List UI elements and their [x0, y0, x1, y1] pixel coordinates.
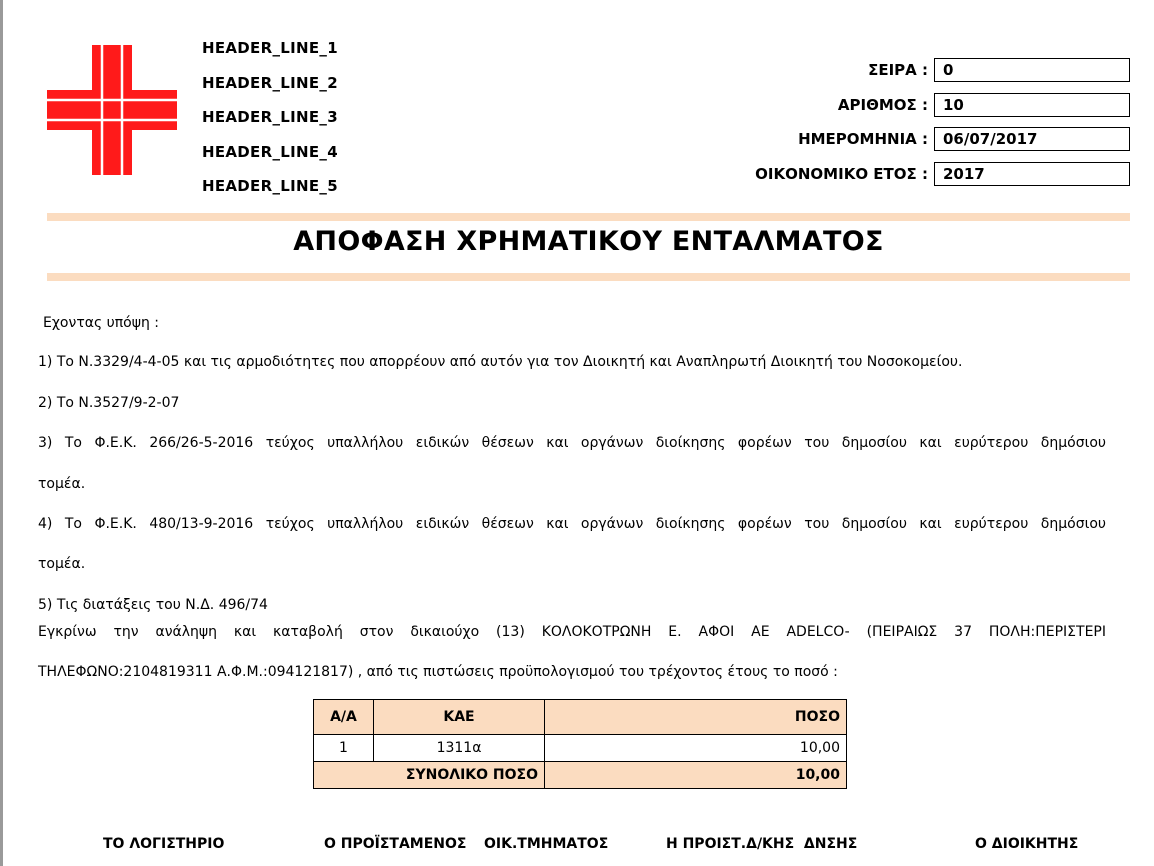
- number-row: [755, 88, 1130, 123]
- document-meta: [755, 53, 1130, 191]
- signature-directorate-head: Η ΠΡΟΙΣΤ.Δ/ΚΗΣ ΔΝΣΗΣ: [666, 836, 858, 852]
- item-5: 5) Τις διατάξεις του Ν.Δ. 496/74: [38, 597, 268, 613]
- header-line: HEADER_LINE_3: [202, 108, 338, 126]
- table-header-row: [314, 700, 847, 735]
- document-title: ΑΠΟΦΑΣΗ ΧΡΗΜΑΤΙΚΟΥ ΕΝΤΑΛΜΑΤΟΣ: [293, 226, 884, 257]
- signature-director: Ο ΔΙΟΙΚΗΤΗΣ: [975, 836, 1079, 852]
- number-label: ΑΡΙΘΜΟΣ :: [837, 95, 928, 114]
- total-value: 10,00: [545, 762, 847, 789]
- item-3-line-1: 3) Το Φ.Ε.Κ. 266/26-5-2016 τεύχος υπαλλήλου ειδικών θέσεων και οργάνων διοίκησης φορέων του δημοσίου και ευρύτερου δημόσιου: [38, 435, 1106, 451]
- series-row: [755, 53, 1130, 88]
- header-line: HEADER_LINE_5: [202, 177, 338, 195]
- hospital-cross-logo: [47, 45, 177, 175]
- series-value: 0: [934, 58, 1130, 82]
- amounts-table: [313, 699, 847, 789]
- row-kae: 1311α: [374, 735, 545, 762]
- header-line: HEADER_LINE_4: [202, 142, 338, 161]
- date-label: ΗΜΕΡΟΜΗΝΙΑ :: [798, 130, 928, 149]
- signature-finance-dept: ΟΙΚ.ΤΜΗΜΑΤΟΣ: [484, 836, 609, 852]
- header-line: HEADER_LINE_1: [202, 39, 338, 57]
- total-label: ΣΥΝΟΛΙΚΟ ΠΟΣΟ: [314, 762, 545, 789]
- item-1: 1) Το Ν.3329/4-4-05 και τις αρμοδιότητες που απορρέουν από αυτόν για τον Διοικητή και Αναπληρωτή Διοικητή του Νοσοκομείου.: [38, 354, 963, 370]
- table-row: [314, 735, 847, 762]
- row-amount: 10,00: [545, 735, 847, 762]
- number-value: 10: [934, 93, 1130, 117]
- item-4-line-1: 4) Το Φ.Ε.Κ. 480/13-9-2016 τεύχος υπαλλήλου ειδικών θέσεων και οργάνων διοίκησης φορέων του δημοσίου και ευρύτερου δημόσιου: [38, 516, 1106, 532]
- fiscal-year-label: ΟΙΚΟΝΟΜΙΚΟ ΕΤΟΣ :: [755, 164, 928, 183]
- col-kae-header: ΚΑΕ: [374, 700, 545, 735]
- title-band-bottom: [47, 273, 1130, 281]
- approval-line-1: Εγκρίνω την ανάληψη και καταβολή στον δικαιούχο (13) ΚΟΛΟΚΟΤΡΩΝΗ Ε. ΑΦΟΙ ΑΕ ADELCO- (ΠΕΙΡΑΙΩΣ 37 ΠΟΛΗ:ΠΕΡΙΣΤΕΡΙ: [38, 624, 1106, 640]
- series-label: ΣΕΙΡΑ :: [868, 61, 928, 80]
- col-aa-header: Α/Α: [314, 700, 374, 735]
- fiscal-year-value: 2017: [934, 162, 1130, 186]
- item-2: 2) Το Ν.3527/9-2-07: [38, 395, 180, 411]
- item-4-line-2: τομέα.: [38, 556, 86, 572]
- table-total-row: [314, 762, 847, 789]
- signature-head: Ο ΠΡΟΪΣΤΑΜΕΝΟΣ: [324, 836, 467, 852]
- col-amount-header: ΠΟΣΟ: [545, 700, 847, 735]
- fiscal-year-row: [755, 157, 1130, 192]
- signature-accounting: ΤΟ ΛΟΓΙΣΤΗΡΙΟ: [103, 836, 225, 852]
- header-line: HEADER_LINE_2: [202, 73, 338, 92]
- date-row: [755, 122, 1130, 157]
- header-lines: [202, 38, 338, 211]
- item-3-line-2: τομέα.: [38, 476, 86, 492]
- date-value: 06/07/2017: [934, 127, 1130, 151]
- row-aa: 1: [314, 735, 374, 762]
- title-band-top: [47, 213, 1130, 221]
- approval-line-2: ΤΗΛΕΦΩΝΟ:2104819311 Α.Φ.Μ.:094121817) , από τις πιστώσεις προϋπολογισμού του τρέχοντος έτους το ποσό :: [38, 664, 838, 680]
- page-left-border: [0, 0, 3, 866]
- intro-text: Εχοντας υπόψη :: [43, 315, 160, 331]
